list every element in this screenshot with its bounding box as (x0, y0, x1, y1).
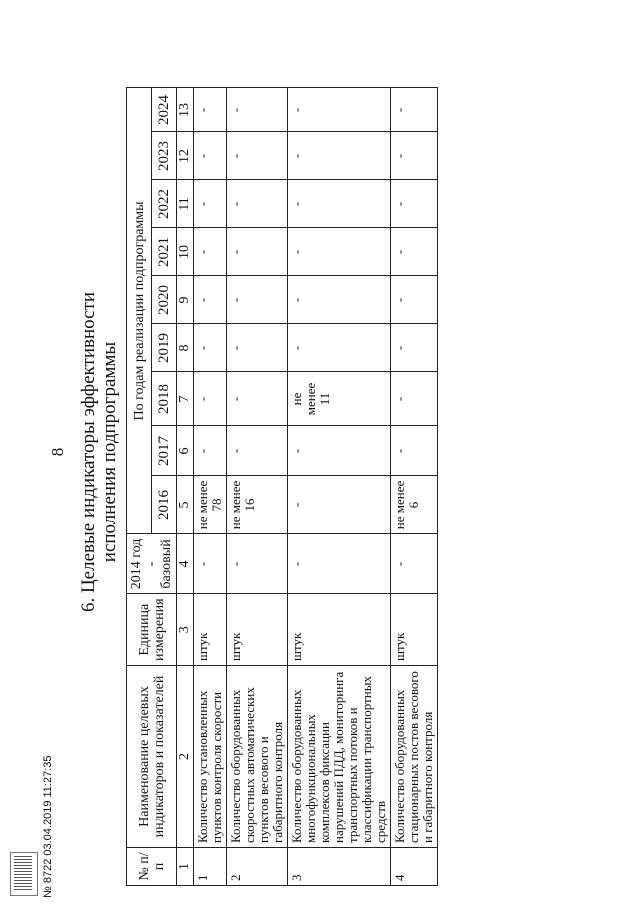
header-year: 2018 (152, 372, 177, 426)
row-number: 1 (194, 848, 227, 886)
value-cell: - (227, 132, 288, 180)
value-cell: - (194, 228, 227, 276)
unit-cell: штук (288, 594, 391, 666)
header-year: 2016 (152, 476, 177, 534)
column-number: 6 (177, 426, 194, 476)
value-cell: - (391, 180, 438, 228)
column-number: 11 (177, 180, 194, 228)
column-number: 7 (177, 372, 194, 426)
base-cell: - (391, 534, 438, 594)
title-line-1: 6. Целевые индикаторы эффективности (78, 291, 99, 613)
value-cell: не менее 78 (194, 476, 227, 534)
value-cell: - (194, 372, 227, 426)
indicator-name: Количество оборудованных скоростных автоматических пунктов весового и габаритного контроля (227, 666, 288, 848)
value-cell: - (391, 372, 438, 426)
title-line-2: исполнения подпрограммы (99, 341, 120, 563)
value-cell: - (288, 276, 391, 324)
column-number: 8 (177, 324, 194, 372)
value-cell: - (391, 88, 438, 132)
header-year: 2023 (152, 132, 177, 180)
header-year: 2017 (152, 426, 177, 476)
barcode-stamp (10, 852, 38, 896)
registration-footer: № 8722 03.04.2019 11:27:35 (42, 755, 54, 898)
value-cell: - (288, 476, 391, 534)
value-cell: не менее 6 (391, 476, 438, 534)
value-cell: - (288, 228, 391, 276)
value-cell: - (288, 324, 391, 372)
value-cell: - (227, 180, 288, 228)
value-cell: - (288, 180, 391, 228)
value-cell: - (227, 372, 288, 426)
base-cell: - (194, 534, 227, 594)
value-cell: - (288, 88, 391, 132)
table-row (288, 88, 391, 886)
value-cell: не менее 11 (288, 372, 391, 426)
column-number: 4 (177, 534, 194, 594)
column-number: 13 (177, 88, 194, 132)
header-year: 2019 (152, 324, 177, 372)
column-number: 9 (177, 276, 194, 324)
barcode-icon (14, 856, 32, 890)
value-cell: - (391, 276, 438, 324)
column-number: 5 (177, 476, 194, 534)
value-cell: не менее 16 (227, 476, 288, 534)
header-year: 2024 (152, 88, 177, 132)
value-cell: - (391, 228, 438, 276)
base-cell: - (227, 534, 288, 594)
value-cell: - (227, 324, 288, 372)
unit-cell: штук (194, 594, 227, 666)
table-row (194, 88, 227, 886)
value-cell: - (391, 132, 438, 180)
table-row (227, 88, 288, 886)
column-number: 10 (177, 228, 194, 276)
header-no: № п/п (127, 848, 177, 886)
row-number: 4 (391, 848, 438, 886)
indicator-name: Количество оборудованных стационарных постов весового и габаритного контроля (391, 666, 438, 848)
header-unit: Единица измерения (127, 594, 177, 666)
header-by-years: По годам реализации подпрограммы (127, 88, 152, 534)
column-number: 12 (177, 132, 194, 180)
value-cell: - (288, 132, 391, 180)
header-base: 2014 год - базовый (127, 534, 177, 594)
indicators-table (126, 87, 438, 886)
table-row (391, 88, 438, 886)
value-cell: - (288, 426, 391, 476)
value-cell: - (194, 132, 227, 180)
base-cell: - (288, 534, 391, 594)
row-number: 3 (288, 848, 391, 886)
column-number: 1 (177, 848, 194, 886)
page-number: 8 (48, 447, 67, 457)
section-title (78, 12, 120, 892)
value-cell: - (391, 324, 438, 372)
column-number: 3 (177, 594, 194, 666)
value-cell: - (227, 88, 288, 132)
indicator-name: Количество установленных пунктов контроля скорости (194, 666, 227, 848)
value-cell: - (391, 426, 438, 476)
column-number: 2 (177, 666, 194, 848)
header-row-1 (127, 88, 152, 886)
value-cell: - (194, 426, 227, 476)
row-number: 2 (227, 848, 288, 886)
header-year: 2020 (152, 276, 177, 324)
unit-cell: штук (391, 594, 438, 666)
rotated-page (40, 12, 600, 892)
header-year: 2022 (152, 180, 177, 228)
column-numbers-row (177, 88, 194, 886)
value-cell: - (194, 276, 227, 324)
value-cell: - (227, 228, 288, 276)
header-year: 2021 (152, 228, 177, 276)
indicator-name: Количество оборудованных многофункциональных комплексов фиксации нарушений ПДД, мониторинга транспортных потоков и классификации транспортных средств (288, 666, 391, 848)
value-cell: - (227, 276, 288, 324)
header-name: Наименование целевых индикаторов и показателей (127, 666, 177, 848)
value-cell: - (194, 180, 227, 228)
value-cell: - (194, 324, 227, 372)
value-cell: - (194, 88, 227, 132)
unit-cell: штук (227, 594, 288, 666)
value-cell: - (227, 426, 288, 476)
